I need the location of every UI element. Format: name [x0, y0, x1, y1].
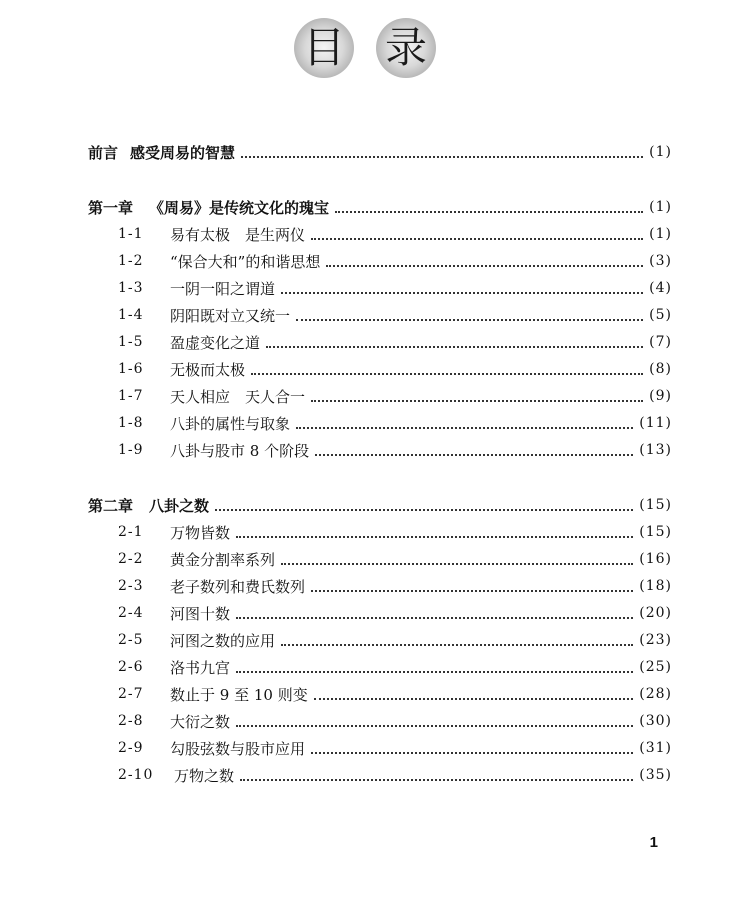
- toc-section-number: 1-1: [118, 226, 144, 242]
- toc-section-number: 2-3: [118, 578, 144, 594]
- toc-section-number: 2-9: [118, 740, 144, 756]
- toc-page-ref: (30): [639, 713, 672, 729]
- toc-section-number: 1-4: [118, 307, 144, 323]
- toc-page-ref: (1): [649, 144, 672, 160]
- toc-entry-1-1[interactable]: [88, 222, 672, 246]
- toc-entry-2-6[interactable]: [88, 655, 672, 679]
- toc-page-ref: (7): [649, 334, 672, 350]
- page-title: [0, 18, 730, 78]
- toc-entry-title: 《周易》是传统文化的瑰宝: [149, 198, 330, 217]
- toc-section-number: 2-1: [118, 524, 144, 540]
- toc-entry-title: 盈虚变化之道: [170, 333, 261, 352]
- dot-leader: [314, 697, 634, 700]
- toc-page-ref: (3): [649, 253, 672, 269]
- toc-section-number: 2-4: [118, 605, 144, 621]
- toc-entry-2-8[interactable]: [88, 709, 672, 733]
- toc-section-number: 1-3: [118, 280, 144, 296]
- dot-leader: [311, 237, 643, 240]
- toc-entry-title: 数止于 9 至 10 则变: [170, 685, 308, 704]
- toc-page-ref: (20): [639, 605, 672, 621]
- dot-leader: [315, 453, 633, 456]
- toc-entry-1-4[interactable]: [88, 303, 672, 327]
- dot-leader: [215, 508, 633, 511]
- toc-entry-title: 大衍之数: [170, 712, 231, 731]
- toc-entry-title: 易有太极 是生两仪: [170, 225, 306, 244]
- toc-entry-chapter-2[interactable]: [88, 493, 672, 517]
- toc-entry-2-9[interactable]: [88, 736, 672, 760]
- toc-page-ref: (4): [649, 280, 672, 296]
- toc-section-number: 2-7: [118, 686, 144, 702]
- toc-page-ref: (5): [649, 307, 672, 323]
- toc-page-ref: (13): [639, 442, 672, 458]
- toc-chapter-label: 第二章: [88, 496, 134, 515]
- toc-entry-1-8[interactable]: [88, 411, 672, 435]
- dot-leader: [236, 670, 633, 673]
- toc-page-ref: (28): [639, 686, 672, 702]
- dot-leader: [281, 643, 633, 646]
- toc-page-ref: (16): [639, 551, 672, 567]
- dot-leader: [241, 155, 643, 158]
- dot-leader: [266, 345, 643, 348]
- dot-leader: [236, 724, 633, 727]
- toc-page-ref: (9): [649, 388, 672, 404]
- toc-entry-title: 八卦的属性与取象: [170, 414, 291, 433]
- toc-entry-title: 八卦与股市 8 个阶段: [170, 441, 310, 460]
- toc-page-ref: (35): [639, 767, 672, 783]
- toc-entry-chapter-1[interactable]: [88, 195, 672, 219]
- toc-entry-1-7[interactable]: [88, 384, 672, 408]
- toc-section-number: 2-6: [118, 659, 144, 675]
- toc-entry-title: 河图之数的应用: [170, 631, 276, 650]
- title-char-mu: 目: [294, 18, 354, 78]
- toc-entry-title: 老子数列和费氏数列: [170, 577, 306, 596]
- toc-entry-1-2[interactable]: [88, 249, 672, 273]
- title-char-lu: 录: [376, 18, 436, 78]
- dot-leader: [281, 562, 633, 565]
- dot-leader: [311, 751, 633, 754]
- toc-page-ref: (23): [639, 632, 672, 648]
- toc-entry-2-5[interactable]: [88, 628, 672, 652]
- toc-section-number: 2-2: [118, 551, 144, 567]
- toc-entry-title: 八卦之数: [149, 496, 210, 515]
- toc-entry-title: 阴阳既对立又统一: [170, 306, 291, 325]
- toc-entry-title: 感受周易的智慧: [130, 143, 236, 162]
- toc-page-ref: (11): [639, 415, 672, 431]
- toc-entry-title: 天人相应 天人合一: [170, 387, 306, 406]
- dot-leader: [240, 778, 633, 781]
- toc-section-number: 2-10: [118, 767, 154, 783]
- dot-leader: [251, 372, 643, 375]
- toc-section-number: 1-7: [118, 388, 144, 404]
- toc-entry-title: 一阴一阳之谓道: [170, 279, 276, 298]
- toc-section-number: 1-2: [118, 253, 144, 269]
- toc-section-number: 2-8: [118, 713, 144, 729]
- toc-entry-2-4[interactable]: [88, 601, 672, 625]
- toc-entry-2-10[interactable]: [88, 763, 672, 787]
- toc-entry-title: 洛书九宫: [170, 658, 231, 677]
- toc-section-number: 1-6: [118, 361, 144, 377]
- toc-section-number: 2-5: [118, 632, 144, 648]
- toc-entry-1-3[interactable]: [88, 276, 672, 300]
- toc-entry-2-3[interactable]: [88, 574, 672, 598]
- toc-chapter-label: 前言: [88, 143, 119, 162]
- toc-entry-title: 黄金分割率系列: [170, 550, 276, 569]
- toc-page-ref: (18): [639, 578, 672, 594]
- dot-leader: [311, 399, 643, 402]
- toc-page-ref: (1): [649, 226, 672, 242]
- dot-leader: [236, 535, 633, 538]
- toc-entry-2-2[interactable]: [88, 547, 672, 571]
- dot-leader: [326, 264, 643, 267]
- toc-section-number: 1-5: [118, 334, 144, 350]
- dot-leader: [296, 426, 633, 429]
- dot-leader: [335, 210, 643, 213]
- toc-section-number: 1-9: [118, 442, 144, 458]
- toc-entry-2-7[interactable]: [88, 682, 672, 706]
- toc-entry-title: 万物皆数: [170, 523, 231, 542]
- toc-page-ref: (1): [649, 199, 672, 215]
- toc-entry-preface[interactable]: [88, 140, 672, 164]
- toc-page-ref: (8): [649, 361, 672, 377]
- dot-leader: [296, 318, 643, 321]
- toc-entry-2-1[interactable]: [88, 520, 672, 544]
- dot-leader: [311, 589, 633, 592]
- toc-entry-title: 万物之数: [174, 766, 235, 785]
- toc-entry-1-9[interactable]: [88, 438, 672, 462]
- toc-page-ref: (25): [639, 659, 672, 675]
- toc-entry-title: “保合大和”的和谐思想: [170, 252, 321, 271]
- toc-chapter-label: 第一章: [88, 198, 134, 217]
- toc-page-ref: (15): [639, 524, 672, 540]
- toc-entry-title: 河图十数: [170, 604, 231, 623]
- toc-entry-1-6[interactable]: [88, 357, 672, 381]
- dot-leader: [281, 291, 643, 294]
- toc-page-ref: (31): [639, 740, 672, 756]
- toc-entry-1-5[interactable]: [88, 330, 672, 354]
- page-number: 1: [649, 834, 658, 851]
- toc-entry-title: 勾股弦数与股市应用: [170, 739, 306, 758]
- toc-section-number: 1-8: [118, 415, 144, 431]
- dot-leader: [236, 616, 633, 619]
- toc-entry-title: 无极而太极: [170, 360, 246, 379]
- toc-page-ref: (15): [639, 497, 672, 513]
